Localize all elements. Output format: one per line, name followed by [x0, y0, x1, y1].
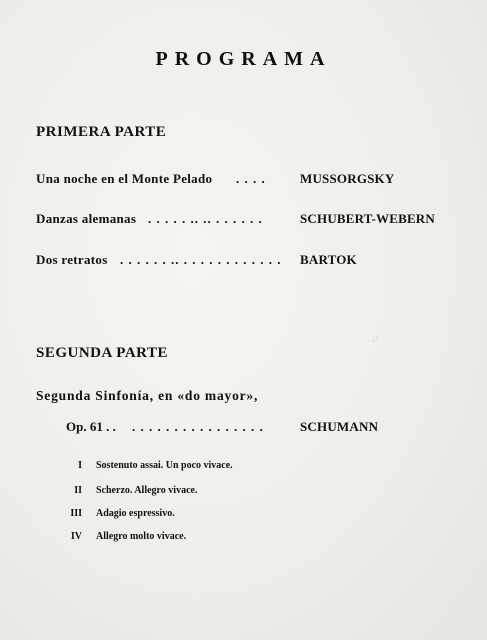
leader-dots: . . . . . . . . . . . . . . . .	[132, 419, 264, 434]
movement-number: II	[74, 485, 82, 496]
movement-title: Allegro molto vivace.	[96, 531, 187, 542]
composer-name: SCHUMANN	[300, 419, 379, 434]
opus-number: Op. 61 . .	[66, 419, 116, 434]
composer-name: SCHUBERT-WEBERN	[300, 211, 435, 226]
section-heading-primera: PRIMERA PARTE	[36, 124, 167, 140]
movement-title: Scherzo. Allegro vivace.	[96, 485, 198, 496]
work-title: Dos retratos	[36, 252, 108, 267]
leader-dots: . . . .	[236, 171, 266, 186]
movement-number: I	[78, 460, 82, 471]
work-title: Una noche en el Monte Pelado	[36, 171, 213, 186]
composer-name: BARTOK	[300, 252, 357, 267]
movement-title: Sostenuto assai. Un poco vivace.	[96, 460, 233, 471]
page-title: PROGRAMA	[155, 48, 332, 70]
work-title: Danzas alemanas	[36, 211, 137, 226]
leader-dots: . . . . . .. .. . . . . . .	[148, 211, 263, 226]
paper-speck: ·˙	[372, 336, 378, 346]
movement-number: III	[70, 508, 82, 519]
work-title: Segunda Sinfonía, en «do mayor»,	[36, 388, 259, 403]
section-heading-segunda: SEGUNDA PARTE	[36, 345, 168, 361]
leader-dots: . . . . . . .. . . . . . . . . . . . .	[120, 252, 282, 267]
movement-number: IV	[70, 531, 82, 542]
composer-name: MUSSORGSKY	[300, 171, 395, 186]
movement-title: Adagio espressivo.	[96, 508, 175, 519]
